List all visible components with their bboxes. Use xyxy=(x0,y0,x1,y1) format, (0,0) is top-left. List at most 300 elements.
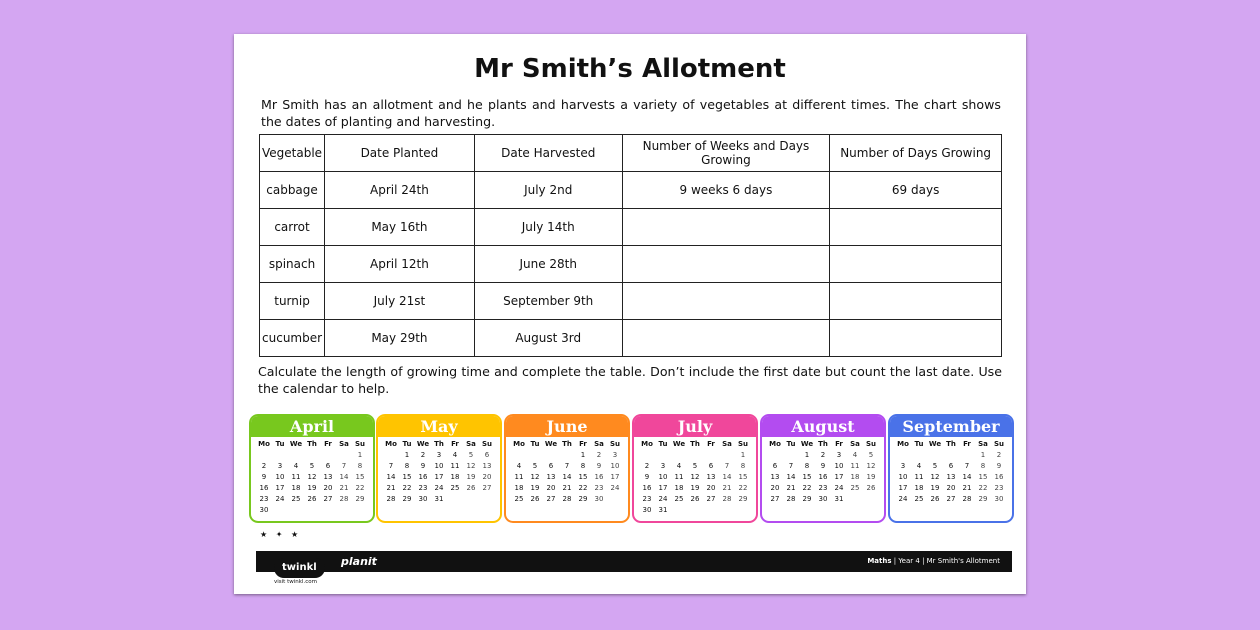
weekday-header: Tu xyxy=(275,440,285,448)
weekday-header: Tu xyxy=(530,440,540,448)
calendar-day-grid xyxy=(634,437,756,515)
calendar-day: 17 xyxy=(658,484,668,492)
weekday-header: Mo xyxy=(769,440,781,448)
calendar-day: 13 xyxy=(946,473,956,481)
calendar-day: 18 xyxy=(674,484,684,492)
calendar-day: 17 xyxy=(834,473,844,481)
calendar-day: 14 xyxy=(386,473,396,481)
calendar-day: 20 xyxy=(482,473,492,481)
calendar-day: 13 xyxy=(770,473,780,481)
calendar-day: 21 xyxy=(562,484,572,492)
calendar-day: 30 xyxy=(642,506,652,514)
weekday-header: Sa xyxy=(594,440,604,448)
weekday-header: Th xyxy=(690,440,700,448)
weekday-header: Fr xyxy=(707,440,715,448)
empty-day xyxy=(511,450,527,460)
calendar-day: 5 xyxy=(932,462,938,470)
weekday-header: Th xyxy=(562,440,572,448)
calendar-day: 7 xyxy=(788,462,794,470)
table-header-cell: Date Planted xyxy=(325,135,475,172)
table-row xyxy=(260,283,1002,320)
days-cell[interactable] xyxy=(830,246,1002,283)
stars-decoration: ★ ✦ ★ xyxy=(260,530,302,539)
calendar-may xyxy=(376,414,502,523)
calendar-day: 16 xyxy=(994,473,1004,481)
table-header-cell: Vegetable xyxy=(260,135,325,172)
weekday-header: We xyxy=(544,440,558,448)
empty-day xyxy=(272,450,288,460)
calendar-day: 18 xyxy=(850,473,860,481)
calendar-september xyxy=(888,414,1014,523)
calendar-day: 9 xyxy=(996,462,1002,470)
calendar-day: 9 xyxy=(596,462,602,470)
weekday-header: Mo xyxy=(513,440,525,448)
calendar-day: 1 xyxy=(740,451,746,459)
calendar-day: 30 xyxy=(594,495,604,503)
calendar-day: 15 xyxy=(738,473,748,481)
calendar-day: 4 xyxy=(852,451,858,459)
calendar-day: 17 xyxy=(610,473,620,481)
calendar-day: 2 xyxy=(420,451,426,459)
weekday-header: Sa xyxy=(978,440,988,448)
calendar-day: 12 xyxy=(930,473,940,481)
calendar-day: 7 xyxy=(724,462,730,470)
calendar-day: 20 xyxy=(546,484,556,492)
calendar-day: 19 xyxy=(466,473,476,481)
weekday-header: Fr xyxy=(835,440,843,448)
calendar-day: 26 xyxy=(307,495,317,503)
calendar-day: 25 xyxy=(291,495,301,503)
calendar-day: 23 xyxy=(642,495,652,503)
empty-day xyxy=(383,450,399,460)
calendar-day: 14 xyxy=(562,473,572,481)
calendar-day: 29 xyxy=(978,495,988,503)
calendar-day: 13 xyxy=(323,473,333,481)
weekday-header: Tu xyxy=(402,440,412,448)
calendar-day: 20 xyxy=(706,484,716,492)
vegetable-cell: carrot xyxy=(260,209,325,246)
weekday-header: Th xyxy=(818,440,828,448)
calendar-day: 18 xyxy=(514,484,524,492)
calendar-day: 9 xyxy=(644,473,650,481)
calendar-day-grid xyxy=(762,437,884,504)
calendar-day: 11 xyxy=(291,473,301,481)
calendar-month-title: June xyxy=(506,416,628,437)
weekday-header: Th xyxy=(307,440,317,448)
date-planted-cell: April 24th xyxy=(325,172,475,209)
calendar-day: 25 xyxy=(450,484,460,492)
calendar-day: 8 xyxy=(357,462,363,470)
calendar-day: 26 xyxy=(866,484,876,492)
calendar-day: 4 xyxy=(452,451,458,459)
empty-day xyxy=(895,450,911,460)
calendar-day: 5 xyxy=(309,462,315,470)
calendar-day: 24 xyxy=(658,495,668,503)
calendar-day: 3 xyxy=(277,462,283,470)
calendar-day: 21 xyxy=(339,484,349,492)
weekday-header: Mo xyxy=(385,440,397,448)
weekday-header: Tu xyxy=(658,440,668,448)
calendar-day: 24 xyxy=(434,484,444,492)
weeks-days-cell[interactable] xyxy=(622,209,830,246)
calendar-day: 4 xyxy=(293,462,299,470)
empty-day xyxy=(336,450,352,460)
calendar-day: 21 xyxy=(786,484,796,492)
calendar-day: 31 xyxy=(834,495,844,503)
calendar-day: 15 xyxy=(578,473,588,481)
calendar-day: 27 xyxy=(323,495,333,503)
calendar-day: 19 xyxy=(930,484,940,492)
calendar-day: 16 xyxy=(259,484,269,492)
weekday-header: Fr xyxy=(963,440,971,448)
calendar-day: 1 xyxy=(580,451,586,459)
weekday-header: Fr xyxy=(451,440,459,448)
calendar-day: 1 xyxy=(404,451,410,459)
calendar-day: 12 xyxy=(690,473,700,481)
calendar-day: 10 xyxy=(610,462,620,470)
empty-day xyxy=(527,450,543,460)
calendar-day: 25 xyxy=(674,495,684,503)
calendar-day: 27 xyxy=(482,484,492,492)
calendar-june xyxy=(504,414,630,523)
calendar-day: 20 xyxy=(770,484,780,492)
calendar-day: 5 xyxy=(468,451,474,459)
calendar-day: 13 xyxy=(546,473,556,481)
calendar-day: 24 xyxy=(898,495,908,503)
calendar-day: 16 xyxy=(642,484,652,492)
calendar-day: 27 xyxy=(770,495,780,503)
calendar-day: 31 xyxy=(434,495,444,503)
calendar-day: 17 xyxy=(275,484,285,492)
calendar-day: 1 xyxy=(357,451,363,459)
calendar-day: 30 xyxy=(259,506,269,514)
empty-day xyxy=(767,450,783,460)
calendar-day: 14 xyxy=(786,473,796,481)
empty-day xyxy=(543,450,559,460)
footer-details: | Year 4 | Mr Smith's Allotment xyxy=(891,557,1000,565)
calendar-day: 2 xyxy=(261,462,267,470)
table-header-cell: Number of Days Growing xyxy=(830,135,1002,172)
calendar-day: 11 xyxy=(850,462,860,470)
calendar-day: 22 xyxy=(738,484,748,492)
calendar-day: 5 xyxy=(532,462,538,470)
calendar-month-title: May xyxy=(378,416,500,437)
calendar-day: 30 xyxy=(818,495,828,503)
calendar-day-grid xyxy=(890,437,1012,504)
calendar-day: 19 xyxy=(690,484,700,492)
calendar-day: 1 xyxy=(980,451,986,459)
calendar-day: 6 xyxy=(772,462,778,470)
date-planted-cell: May 29th xyxy=(325,320,475,357)
table-header-row xyxy=(260,135,1002,172)
calendar-day: 8 xyxy=(580,462,586,470)
calendar-day: 23 xyxy=(259,495,269,503)
empty-day xyxy=(687,450,703,460)
date-harvested-cell: August 3rd xyxy=(474,320,622,357)
days-cell[interactable] xyxy=(830,209,1002,246)
twinkl-url: visit twinkl.com xyxy=(274,579,317,585)
calendar-day: 28 xyxy=(386,495,396,503)
calendar-day: 23 xyxy=(418,484,428,492)
weekday-header: Su xyxy=(481,440,493,448)
calendar-day: 22 xyxy=(355,484,365,492)
weekday-header: We xyxy=(672,440,686,448)
worksheet xyxy=(234,34,1026,594)
calendar-day: 31 xyxy=(658,506,668,514)
calendar-day: 17 xyxy=(434,473,444,481)
calendar-day: 6 xyxy=(548,462,554,470)
weeks-days-cell: 9 weeks 6 days xyxy=(622,172,830,209)
calendar-day: 22 xyxy=(402,484,412,492)
calendar-day: 2 xyxy=(996,451,1002,459)
weekday-header: Su xyxy=(865,440,877,448)
calendar-day: 12 xyxy=(866,462,876,470)
date-harvested-cell: July 2nd xyxy=(474,172,622,209)
calendar-day: 10 xyxy=(275,473,285,481)
intro-text: Mr Smith has an allotment and he plants and harvests a variety of vegetables at different times. The chart shows the dates of planting and harvesting. xyxy=(261,97,1001,129)
calendar-day: 28 xyxy=(722,495,732,503)
calendar-day: 28 xyxy=(562,495,572,503)
calendar-day: 18 xyxy=(450,473,460,481)
empty-day xyxy=(959,450,975,460)
calendar-month-title: July xyxy=(634,416,756,437)
date-harvested-cell: June 28th xyxy=(474,246,622,283)
calendar-day: 7 xyxy=(388,462,394,470)
calendar-day: 26 xyxy=(690,495,700,503)
calendar-day: 10 xyxy=(834,462,844,470)
weekday-header: We xyxy=(289,440,303,448)
calendar-month-title: September xyxy=(890,416,1012,437)
calendar-day: 2 xyxy=(596,451,602,459)
twinkl-logo: twinkl xyxy=(274,558,325,578)
calendar-day: 18 xyxy=(914,484,924,492)
weekday-header: Sa xyxy=(466,440,476,448)
date-harvested-cell: July 14th xyxy=(474,209,622,246)
worksheet-title: Mr Smith’s Allotment xyxy=(474,54,786,84)
empty-day xyxy=(671,450,687,460)
empty-day xyxy=(559,450,575,460)
calendar-day: 25 xyxy=(514,495,524,503)
weekday-header: Mo xyxy=(258,440,270,448)
calendar-day: 6 xyxy=(484,451,490,459)
calendar-day: 21 xyxy=(386,484,396,492)
calendar-day: 22 xyxy=(578,484,588,492)
calendar-day-grid xyxy=(506,437,628,504)
calendar-day: 24 xyxy=(834,484,844,492)
date-planted-cell: May 16th xyxy=(325,209,475,246)
table-header-cell: Date Harvested xyxy=(474,135,622,172)
calendar-day-grid xyxy=(251,437,373,515)
date-planted-cell: July 21st xyxy=(325,283,475,320)
date-harvested-cell: September 9th xyxy=(474,283,622,320)
calendar-day: 6 xyxy=(708,462,714,470)
calendar-day: 25 xyxy=(850,484,860,492)
calendar-day: 29 xyxy=(355,495,365,503)
calendar-day: 15 xyxy=(402,473,412,481)
empty-day xyxy=(783,450,799,460)
calendar-day: 9 xyxy=(820,462,826,470)
calendar-day: 4 xyxy=(516,462,522,470)
calendar-day: 22 xyxy=(802,484,812,492)
table-row xyxy=(260,209,1002,246)
calendar-day: 27 xyxy=(706,495,716,503)
calendar-day: 7 xyxy=(964,462,970,470)
calendar-day: 25 xyxy=(914,495,924,503)
calendar-day: 8 xyxy=(740,462,746,470)
weekday-header: Sa xyxy=(722,440,732,448)
calendar-day: 27 xyxy=(946,495,956,503)
calendar-day: 20 xyxy=(946,484,956,492)
footer-info xyxy=(867,551,1000,572)
calendar-day: 11 xyxy=(514,473,524,481)
weekday-header: Mo xyxy=(641,440,653,448)
calendar-day: 6 xyxy=(948,462,954,470)
weeks-days-cell[interactable] xyxy=(622,320,830,357)
weekday-header: Su xyxy=(609,440,621,448)
weeks-days-cell[interactable] xyxy=(622,283,830,320)
calendar-day: 13 xyxy=(706,473,716,481)
calendar-day: 11 xyxy=(674,473,684,481)
calendar-day: 28 xyxy=(962,495,972,503)
days-cell: 69 days xyxy=(830,172,1002,209)
calendar-day: 10 xyxy=(898,473,908,481)
empty-day xyxy=(943,450,959,460)
calendar-july xyxy=(632,414,758,523)
calendar-day: 30 xyxy=(994,495,1004,503)
calendar-day: 29 xyxy=(578,495,588,503)
vegetable-cell: spinach xyxy=(260,246,325,283)
calendar-day: 28 xyxy=(339,495,349,503)
calendar-day: 10 xyxy=(434,462,444,470)
vegetable-cell: cucumber xyxy=(260,320,325,357)
calendar-day: 3 xyxy=(436,451,442,459)
weekday-header: Th xyxy=(946,440,956,448)
calendar-day: 28 xyxy=(786,495,796,503)
calendar-day: 23 xyxy=(594,484,604,492)
calendar-august xyxy=(760,414,886,523)
table-row xyxy=(260,246,1002,283)
calendar-day: 5 xyxy=(692,462,698,470)
empty-day xyxy=(655,450,671,460)
calendar-day: 17 xyxy=(898,484,908,492)
empty-day xyxy=(927,450,943,460)
empty-day xyxy=(288,450,304,460)
weekday-header: Tu xyxy=(914,440,924,448)
calendar-day: 19 xyxy=(866,473,876,481)
calendar-day: 13 xyxy=(482,462,492,470)
weeks-days-cell[interactable] xyxy=(622,246,830,283)
instructions-text: Calculate the length of growing time and complete the table. Don’t include the first date but count the last date. Use the calendar to help. xyxy=(258,364,1002,396)
weekday-header: Fr xyxy=(579,440,587,448)
table-row xyxy=(260,172,1002,209)
planit-logo: planit xyxy=(341,555,377,568)
calendar-day: 23 xyxy=(818,484,828,492)
calendar-day: 19 xyxy=(307,484,317,492)
empty-day xyxy=(703,450,719,460)
calendar-day: 7 xyxy=(564,462,570,470)
table-header-cell: Number of Weeks and Days Growing xyxy=(622,135,830,172)
table-row xyxy=(260,320,1002,357)
calendar-day: 15 xyxy=(978,473,988,481)
calendar-month-title: August xyxy=(762,416,884,437)
empty-day xyxy=(256,450,272,460)
weekday-header: We xyxy=(928,440,942,448)
calendar-day: 2 xyxy=(820,451,826,459)
calendar-day: 4 xyxy=(916,462,922,470)
calendar-day: 1 xyxy=(804,451,810,459)
weekday-header: Th xyxy=(434,440,444,448)
empty-day xyxy=(304,450,320,460)
weekday-header: We xyxy=(800,440,814,448)
weekday-header: Mo xyxy=(897,440,909,448)
weekday-header: Sa xyxy=(339,440,349,448)
calendar-day-grid xyxy=(378,437,500,504)
calendar-day: 12 xyxy=(307,473,317,481)
calendar-day: 24 xyxy=(610,484,620,492)
calendar-month-title: April xyxy=(251,416,373,437)
calendar-day: 3 xyxy=(836,451,842,459)
calendar-day: 27 xyxy=(546,495,556,503)
calendar-day: 8 xyxy=(804,462,810,470)
empty-day xyxy=(911,450,927,460)
calendar-day: 11 xyxy=(914,473,924,481)
calendar-day: 8 xyxy=(980,462,986,470)
calendar-day: 5 xyxy=(868,451,874,459)
vegetable-cell: turnip xyxy=(260,283,325,320)
calendar-day: 16 xyxy=(594,473,604,481)
empty-day xyxy=(639,450,655,460)
calendar-day: 22 xyxy=(978,484,988,492)
calendar-day: 3 xyxy=(660,462,666,470)
weekday-header: Tu xyxy=(786,440,796,448)
calendar-day: 10 xyxy=(658,473,668,481)
weekday-header: We xyxy=(416,440,430,448)
calendar-day: 29 xyxy=(738,495,748,503)
weekday-header: Fr xyxy=(324,440,332,448)
calendar-day: 26 xyxy=(530,495,540,503)
calendar-day: 16 xyxy=(818,473,828,481)
calendar-day: 26 xyxy=(930,495,940,503)
calendar-day: 16 xyxy=(418,473,428,481)
calendar-day: 19 xyxy=(530,484,540,492)
calendar-day: 23 xyxy=(994,484,1004,492)
calendar-day: 3 xyxy=(900,462,906,470)
calendar-day: 11 xyxy=(450,462,460,470)
calendar-day: 9 xyxy=(261,473,267,481)
calendar-day: 12 xyxy=(530,473,540,481)
weekday-header: Su xyxy=(737,440,749,448)
calendar-day: 6 xyxy=(325,462,331,470)
calendar-day: 14 xyxy=(962,473,972,481)
calendar-day: 24 xyxy=(275,495,285,503)
calendar-day: 15 xyxy=(802,473,812,481)
calendar-april xyxy=(249,414,375,523)
calendar-day: 29 xyxy=(802,495,812,503)
empty-day xyxy=(719,450,735,460)
calendar-day: 30 xyxy=(418,495,428,503)
calendar-day: 21 xyxy=(722,484,732,492)
days-cell[interactable] xyxy=(830,320,1002,357)
calendar-day: 12 xyxy=(466,462,476,470)
footer-subject: Maths xyxy=(867,557,892,565)
calendar-day: 26 xyxy=(466,484,476,492)
calendar-day: 15 xyxy=(355,473,365,481)
weekday-header: Sa xyxy=(850,440,860,448)
empty-day xyxy=(320,450,336,460)
days-cell[interactable] xyxy=(830,283,1002,320)
date-planted-cell: April 12th xyxy=(325,246,475,283)
vegetable-cell: cabbage xyxy=(260,172,325,209)
